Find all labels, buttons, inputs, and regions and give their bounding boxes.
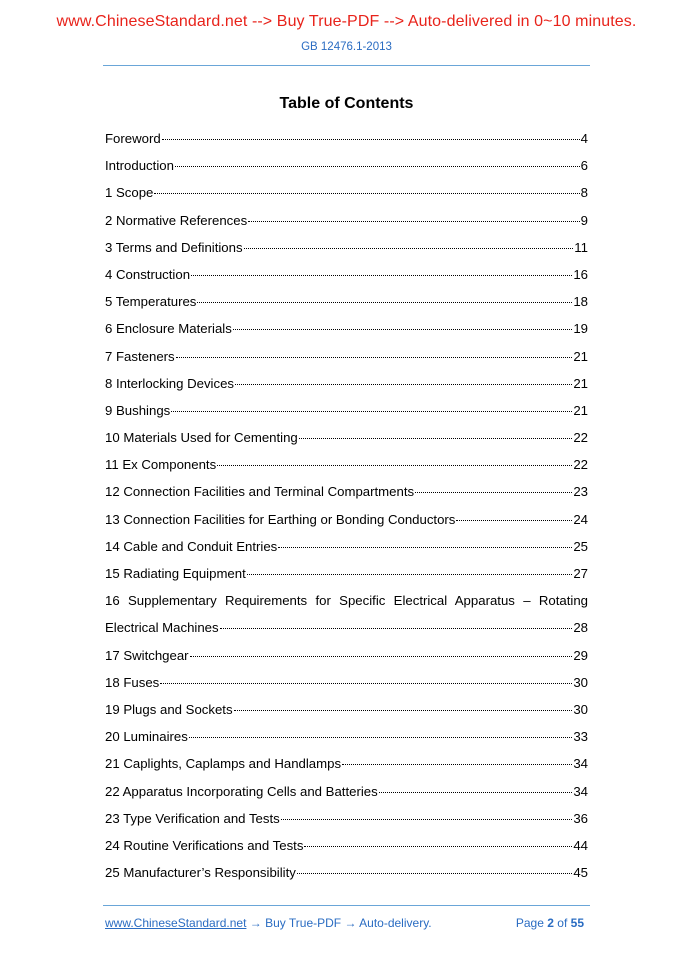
dot-leader — [160, 682, 572, 684]
toc-entry[interactable] — [105, 750, 588, 777]
top-banner[interactable]: www.ChineseStandard.net --> Buy True-PDF --> Auto-delivered in 0~10 minutes. — [56, 13, 637, 30]
toc-entry-page: 23 — [573, 484, 588, 500]
toc-entry-title: 2 Normative References — [105, 212, 248, 228]
toc-entry-title: 18 Fuses — [105, 674, 160, 690]
dot-leader — [233, 328, 573, 330]
dot-leader — [176, 356, 573, 358]
toc-entry-page: 27 — [573, 566, 588, 581]
dot-leader — [297, 872, 573, 874]
toc-entry-title: 12 Connection Facilities and Terminal Compartments — [105, 484, 415, 500]
toc-entry[interactable] — [105, 261, 588, 288]
toc-entry-title: Electrical Machines — [105, 620, 219, 636]
footer-promo — [105, 916, 432, 930]
dot-leader — [278, 546, 572, 548]
footer-buy-text: Buy True-PDF — [265, 916, 342, 930]
toc-entry-title: 17 Switchgear — [105, 647, 189, 663]
toc-entry-title: 3 Terms and Definitions — [105, 239, 243, 255]
arrow-right-icon: → — [344, 916, 357, 930]
toc-entry[interactable] — [105, 234, 588, 261]
page-number — [516, 916, 584, 930]
toc-title: Table of Contents — [279, 95, 414, 112]
toc-entry[interactable] — [105, 397, 588, 424]
toc-entry-page: 22 — [573, 430, 588, 446]
dot-leader — [191, 274, 572, 276]
dot-leader — [234, 709, 573, 711]
toc-entry[interactable] — [105, 587, 588, 614]
toc-entry[interactable] — [105, 125, 588, 152]
toc-entry-page: 11 — [574, 239, 588, 255]
toc-entry-page: 4 — [580, 131, 588, 146]
toc-entry-title: 21 Caplights, Caplamps and Handlamps — [105, 756, 342, 772]
dot-leader — [247, 573, 573, 575]
toc-entry[interactable] — [105, 207, 588, 234]
toc-entry-title: 10 Materials Used for Cementing — [105, 430, 298, 446]
toc-entry-title: 13 Connection Facilities for Earthing or Bonding Conductors — [105, 511, 456, 527]
toc-entry-page: 18 — [573, 294, 588, 310]
toc-entry[interactable] — [105, 152, 588, 179]
toc-entry-page: 16 — [573, 266, 588, 282]
toc-entry-title: 14 Cable and Conduit Entries — [105, 538, 278, 554]
header-divider — [103, 65, 590, 66]
toc-entry[interactable] — [105, 614, 588, 641]
toc-entry-page: 8 — [580, 185, 588, 201]
toc-entry[interactable] — [105, 478, 588, 505]
toc-entry-page: 19 — [573, 321, 588, 337]
dot-leader — [220, 627, 573, 629]
dot-leader — [299, 437, 573, 439]
toc-entry[interactable] — [105, 642, 588, 669]
footer-delivery-text: Auto-delivery. — [359, 916, 432, 930]
dot-leader — [281, 818, 573, 820]
footer-site-link[interactable]: www.ChineseStandard.net — [105, 916, 247, 930]
toc-entry[interactable] — [105, 696, 588, 723]
toc-entry-page: 36 — [573, 810, 588, 826]
toc-entry-page: 44 — [573, 837, 588, 853]
toc-entry[interactable] — [105, 451, 588, 478]
toc-entry-title: 25 Manufacturer’s Responsibility — [105, 865, 296, 881]
toc-entry[interactable] — [105, 424, 588, 451]
toc-entry-page: 21 — [573, 375, 588, 391]
dot-leader — [235, 383, 572, 385]
toc-entry-page: 30 — [573, 674, 588, 690]
toc-entry-title: Introduction — [105, 158, 174, 174]
arrow-right-icon: → — [249, 916, 262, 930]
toc-entry-title: 9 Bushings — [105, 402, 171, 418]
toc-entry-title: 22 Apparatus Incorporating Cells and Batteries — [105, 783, 378, 799]
toc-entry-title: 23 Type Verification and Tests — [105, 810, 280, 826]
toc-entry-title: 19 Plugs and Sockets — [105, 701, 233, 717]
toc-entry[interactable] — [105, 560, 588, 587]
toc-entry-page: 21 — [573, 348, 588, 364]
toc-entry[interactable] — [105, 832, 588, 859]
toc-entry-title: 16 Supplementary Requirements for Specific Electrical Apparatus – Rotating — [105, 593, 588, 609]
toc-entry-title: 24 Routine Verifications and Tests — [105, 837, 304, 853]
dot-leader — [379, 791, 573, 793]
toc-entry-title: 8 Interlocking Devices — [105, 375, 235, 391]
toc-entry-page: 33 — [573, 729, 588, 745]
toc-entry[interactable] — [105, 343, 588, 370]
toc-entry[interactable] — [105, 288, 588, 315]
document-id: GB 12476.1-2013 — [301, 41, 392, 53]
footer-divider — [103, 905, 590, 906]
dot-leader — [456, 519, 572, 521]
toc-entry-page: 24 — [573, 511, 588, 527]
toc-entry-page: 9 — [580, 212, 588, 228]
dot-leader — [248, 220, 579, 222]
toc-entry-title: 4 Construction — [105, 266, 191, 282]
toc-entry-page: 34 — [573, 756, 588, 772]
dot-leader — [175, 165, 580, 167]
toc-entry[interactable] — [105, 859, 588, 886]
dot-leader — [244, 247, 574, 249]
toc-entry-page: 21 — [573, 402, 588, 418]
toc-entry-title: 6 Enclosure Materials — [105, 321, 232, 337]
toc-entry-page: 30 — [573, 701, 588, 717]
toc-entry-page: 25 — [573, 538, 588, 554]
dot-leader — [197, 301, 572, 303]
dot-leader — [342, 763, 572, 765]
toc-entry-page: 6 — [580, 158, 588, 174]
table-of-contents — [105, 125, 588, 886]
toc-entry[interactable] — [105, 370, 588, 397]
toc-entry-title: 7 Fasteners — [105, 348, 175, 364]
toc-entry-title: Foreword — [105, 131, 161, 146]
toc-entry[interactable] — [105, 506, 588, 533]
toc-entry-title: 20 Luminaires — [105, 729, 188, 745]
page-label: Page — [515, 916, 544, 930]
dot-leader — [190, 655, 573, 657]
dot-leader — [217, 464, 572, 466]
total-pages: 55 — [570, 916, 584, 930]
toc-entry-page: 22 — [573, 457, 588, 473]
toc-entry[interactable] — [105, 533, 588, 560]
toc-entry-page: 45 — [573, 865, 588, 881]
toc-entry-page: 29 — [573, 647, 588, 663]
toc-entry-page: 28 — [573, 620, 588, 636]
dot-leader — [304, 845, 572, 847]
toc-entry[interactable] — [105, 778, 588, 805]
dot-leader — [171, 410, 572, 412]
toc-entry-title: 15 Radiating Equipment — [105, 566, 246, 581]
toc-entry-title: 5 Temperatures — [105, 294, 197, 310]
toc-entry[interactable] — [105, 805, 588, 832]
current-page: 2 — [547, 916, 554, 930]
dot-leader — [415, 491, 572, 493]
toc-entry-page: 34 — [573, 783, 588, 799]
toc-entry-title: 1 Scope — [105, 185, 154, 201]
dot-leader — [154, 192, 579, 194]
toc-entry-title: 11 Ex Components — [105, 457, 217, 473]
toc-entry[interactable] — [105, 669, 588, 696]
dot-leader — [162, 138, 580, 140]
of-label: of — [557, 916, 568, 930]
toc-entry[interactable] — [105, 723, 588, 750]
toc-entry[interactable] — [105, 315, 588, 342]
toc-entry[interactable] — [105, 179, 588, 206]
dot-leader — [189, 736, 572, 738]
